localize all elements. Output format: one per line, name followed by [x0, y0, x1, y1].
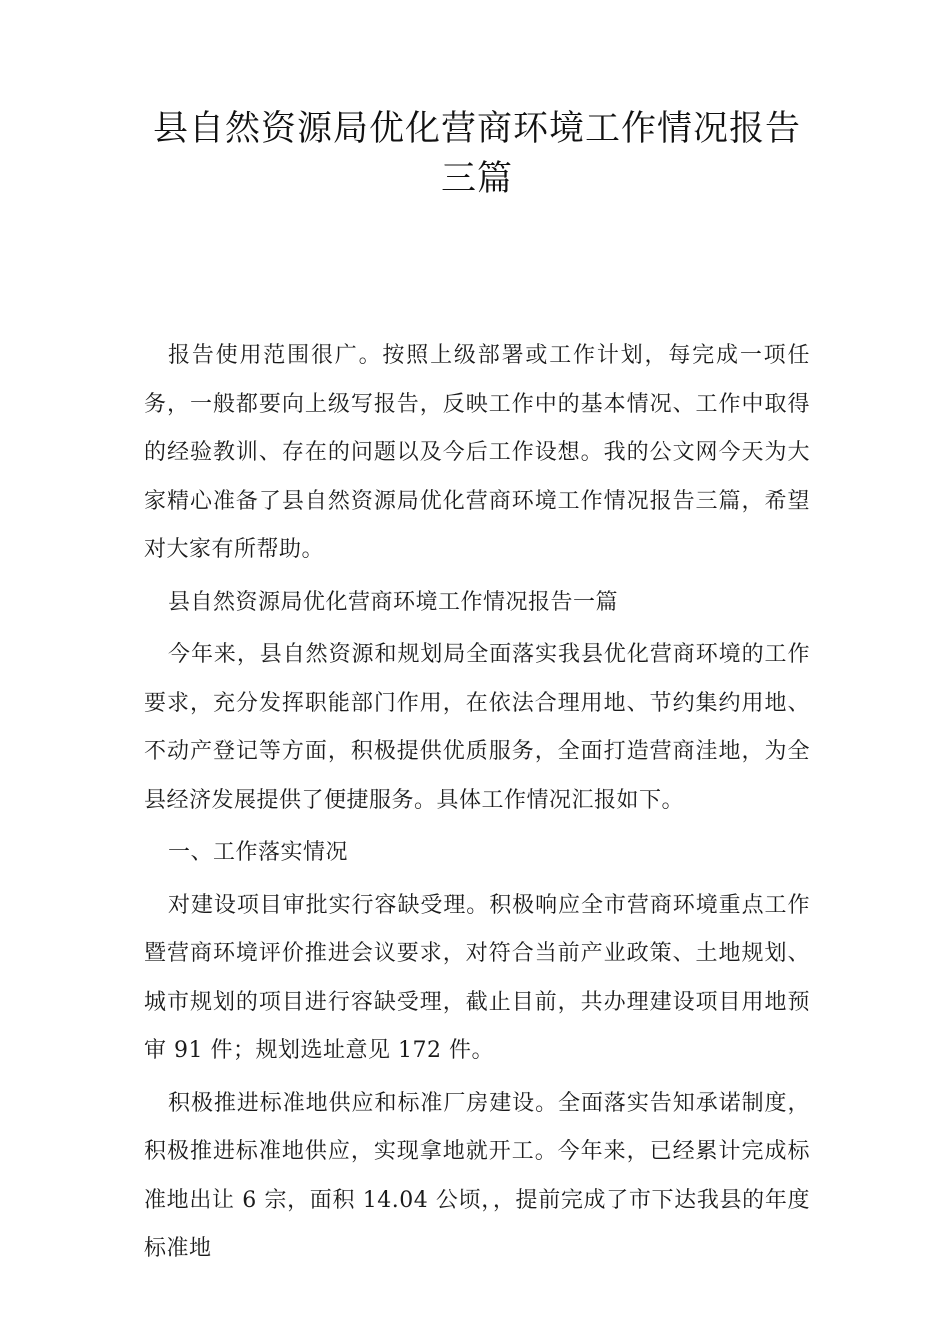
document-title: [144, 104, 810, 204]
paragraph-standard-land: 积极推进标准地供应和标准厂房建设。全面落实告知承诺制度，积极推进标准地供应，实现拿地就开工。今年来，已经累计完成标准地出让 6 宗，面积 14.04 公顷，，提前完成了市下达我县的年度标准地: [144, 1090, 810, 1261]
section-heading-report-one: 县自然资源局优化营商环境工作情况报告一篇: [168, 589, 619, 615]
section-heading-implementation: 一、工作落实情况: [168, 840, 349, 865]
paragraph-intro: 报告使用范围很广。按照上级部署或工作计划，每完成一项任务，一般都要向上级写报告，反映工作中的基本情况、工作中取得的经验教训、存在的问题以及今后工作设想。我的公文网今天为大家精心准备了县自然资源局优化营商环境工作情况报告三篇，希望对大家有所帮助。: [144, 343, 810, 562]
paragraph-project-approval: 对建设项目审批实行容缺受理。积极响应全市营商环境重点工作暨营商环境评价推进会议要求，对符合当前产业政策、土地规划、城市规划的项目进行容缺受理，截止目前，共办理建设项目用地预审 91 件；规划选址意见 172 件。: [144, 892, 810, 1063]
document-body: [144, 332, 810, 1274]
title-line-2: 三篇: [440, 159, 513, 199]
title-line-1: 县自然资源局优化营商环境工作情况报告: [152, 109, 801, 149]
paragraph-overview: 今年来，县自然资源和规划局全面落实我县优化营商环境的工作要求，充分发挥职能部门作用，在依法合理用地、节约集约用地、不动产登记等方面，积极提供优质服务，全面打造营商洼地，为全县经济发展提供了便捷服务。具体工作情况汇报如下。: [144, 642, 810, 813]
